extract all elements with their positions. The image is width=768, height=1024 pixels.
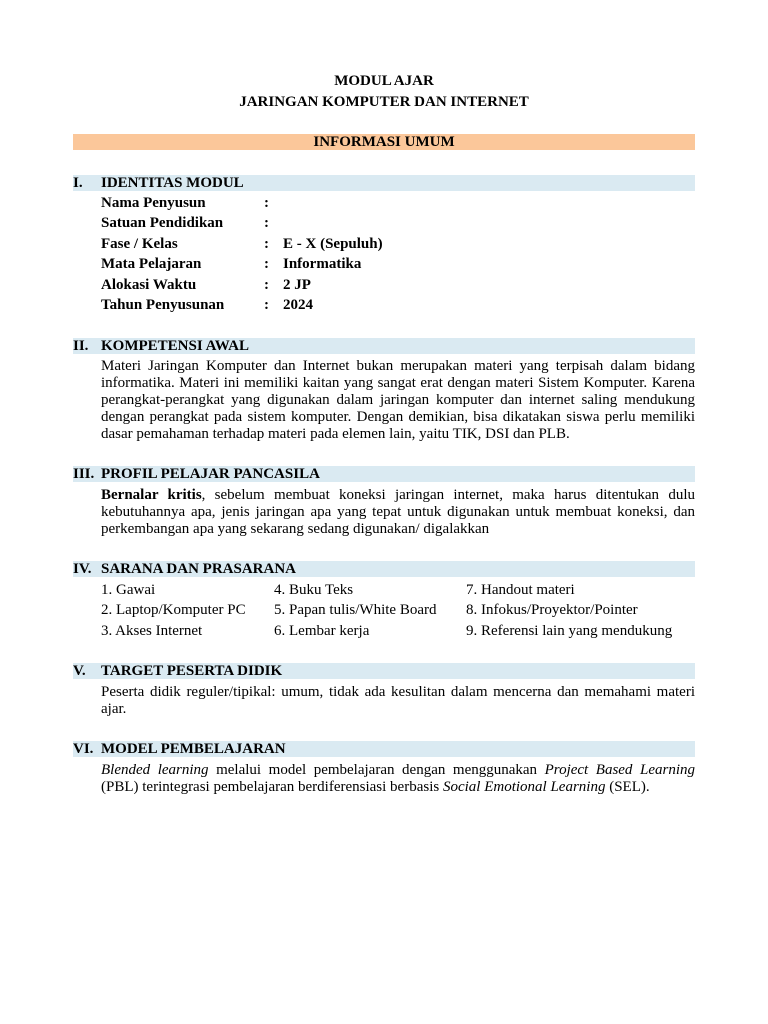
section-header-identitas <box>73 175 695 191</box>
profil-text: , sebelum membuat koneksi jaringan internet, maka harus ditentukan dulu kebutuhannya apa, jenis jaringan apa yang tepat untuk digunakan untuk membuat koneksi, dan perkembangan apa yang sekarang sedang digunakan/ digalakkan <box>101 487 695 537</box>
section-header-sarana <box>73 561 695 577</box>
identity-value: 2024 <box>283 297 313 313</box>
document-title: MODUL AJAR <box>334 73 434 89</box>
model-text: (SEL). <box>605 779 650 795</box>
profil-paragraph <box>101 487 695 538</box>
document-subtitle: JARINGAN KOMPUTER DAN INTERNET <box>239 94 529 110</box>
identity-label: Tahun Penyusunan <box>101 297 225 313</box>
identity-label: Mata Pelajaran <box>101 256 202 272</box>
identity-label: Fase / Kelas <box>101 236 178 252</box>
section-header-target <box>73 663 695 679</box>
sarana-item: 3. Akses Internet <box>101 623 203 639</box>
section-number: III. <box>73 466 95 482</box>
section-number: II. <box>73 338 89 354</box>
identity-value: Informatika <box>283 256 362 272</box>
identity-row-mata-pelajaran <box>101 254 695 274</box>
identity-colon: : <box>264 215 269 231</box>
section-title: TARGET PESERTA DIDIK <box>101 663 283 679</box>
section-title: KOMPETENSI AWAL <box>101 338 249 354</box>
section-number: I. <box>73 175 83 191</box>
identity-colon: : <box>264 195 269 211</box>
sarana-item: 5. Papan tulis/White Board <box>274 602 437 618</box>
sarana-item: 7. Handout materi <box>466 582 575 598</box>
sarana-item: 6. Lembar kerja <box>274 623 370 639</box>
identity-value: 2 JP <box>283 277 311 293</box>
identity-label: Satuan Pendidikan <box>101 215 224 231</box>
identity-label: Alokasi Waktu <box>101 277 197 293</box>
profil-lead: Bernalar kritis <box>101 487 202 503</box>
sarana-item: 1. Gawai <box>101 582 156 598</box>
identity-row-alokasi-waktu <box>101 275 695 295</box>
identity-row-satuan-pendidikan <box>101 213 695 233</box>
identity-row-fase-kelas <box>101 234 695 254</box>
sarana-item: 4. Buku Teks <box>274 582 354 598</box>
sarana-item: 9. Referensi lain yang mendukung <box>466 623 673 639</box>
section-header-kompetensi <box>73 338 695 354</box>
section-title: MODEL PEMBELAJARAN <box>101 741 286 757</box>
model-term: Blended learning <box>101 762 209 778</box>
section-header-profil <box>73 466 695 482</box>
identity-colon: : <box>264 236 269 252</box>
section-number: V. <box>73 663 86 679</box>
section-header-model <box>73 741 695 757</box>
informasi-umum-band: INFORMASI UMUM <box>73 134 695 150</box>
identity-label: Nama Penyusun <box>101 195 206 211</box>
identity-colon: : <box>264 297 269 313</box>
section-title: SARANA DAN PRASARANA <box>101 561 297 577</box>
model-term: Project Based Learning <box>544 762 695 778</box>
identity-colon: : <box>264 277 269 293</box>
sarana-item: 8. Infokus/Proyektor/Pointer <box>466 602 638 618</box>
section-title: IDENTITAS MODUL <box>101 175 244 191</box>
identity-row-nama-penyusun <box>101 193 695 213</box>
model-term: Social Emotional Learning <box>442 779 606 795</box>
identity-colon: : <box>264 256 269 272</box>
kompetensi-paragraph: Materi Jaringan Komputer dan Internet bukan merupakan materi yang terpisah dalam bidang informatika. Materi ini memiliki kaitan yang sangat erat dengan materi Sistem Komputer. Karena perangkat-perangkat yang digunakan dalam jaringan komputer dan internet saling mendukung dengan perangkat pada sistem komputer. Dengan demikian, bisa dikatakan siswa perlu memiliki dasar pemahaman terhadap materi pada elemen lain, yaitu TIK, DSI dan PLB. <box>101 358 695 442</box>
identity-value: E - X (Sepuluh) <box>283 236 383 252</box>
section-title: PROFIL PELAJAR PANCASILA <box>101 466 320 482</box>
section-number: IV. <box>73 561 92 577</box>
model-text: (PBL) terintegrasi pembelajaran berdiferensiasi berbasis <box>101 779 443 795</box>
model-paragraph <box>101 762 695 796</box>
sarana-item: 2. Laptop/Komputer PC <box>101 602 246 618</box>
section-number: VI. <box>73 741 94 757</box>
model-text: melalui model pembelajaran dengan menggunakan <box>208 762 545 778</box>
target-paragraph: Peserta didik reguler/tipikal: umum, tidak ada kesulitan dalam mencerna dan memahami materi ajar. <box>101 684 695 717</box>
identity-row-tahun-penyusunan <box>101 295 695 315</box>
